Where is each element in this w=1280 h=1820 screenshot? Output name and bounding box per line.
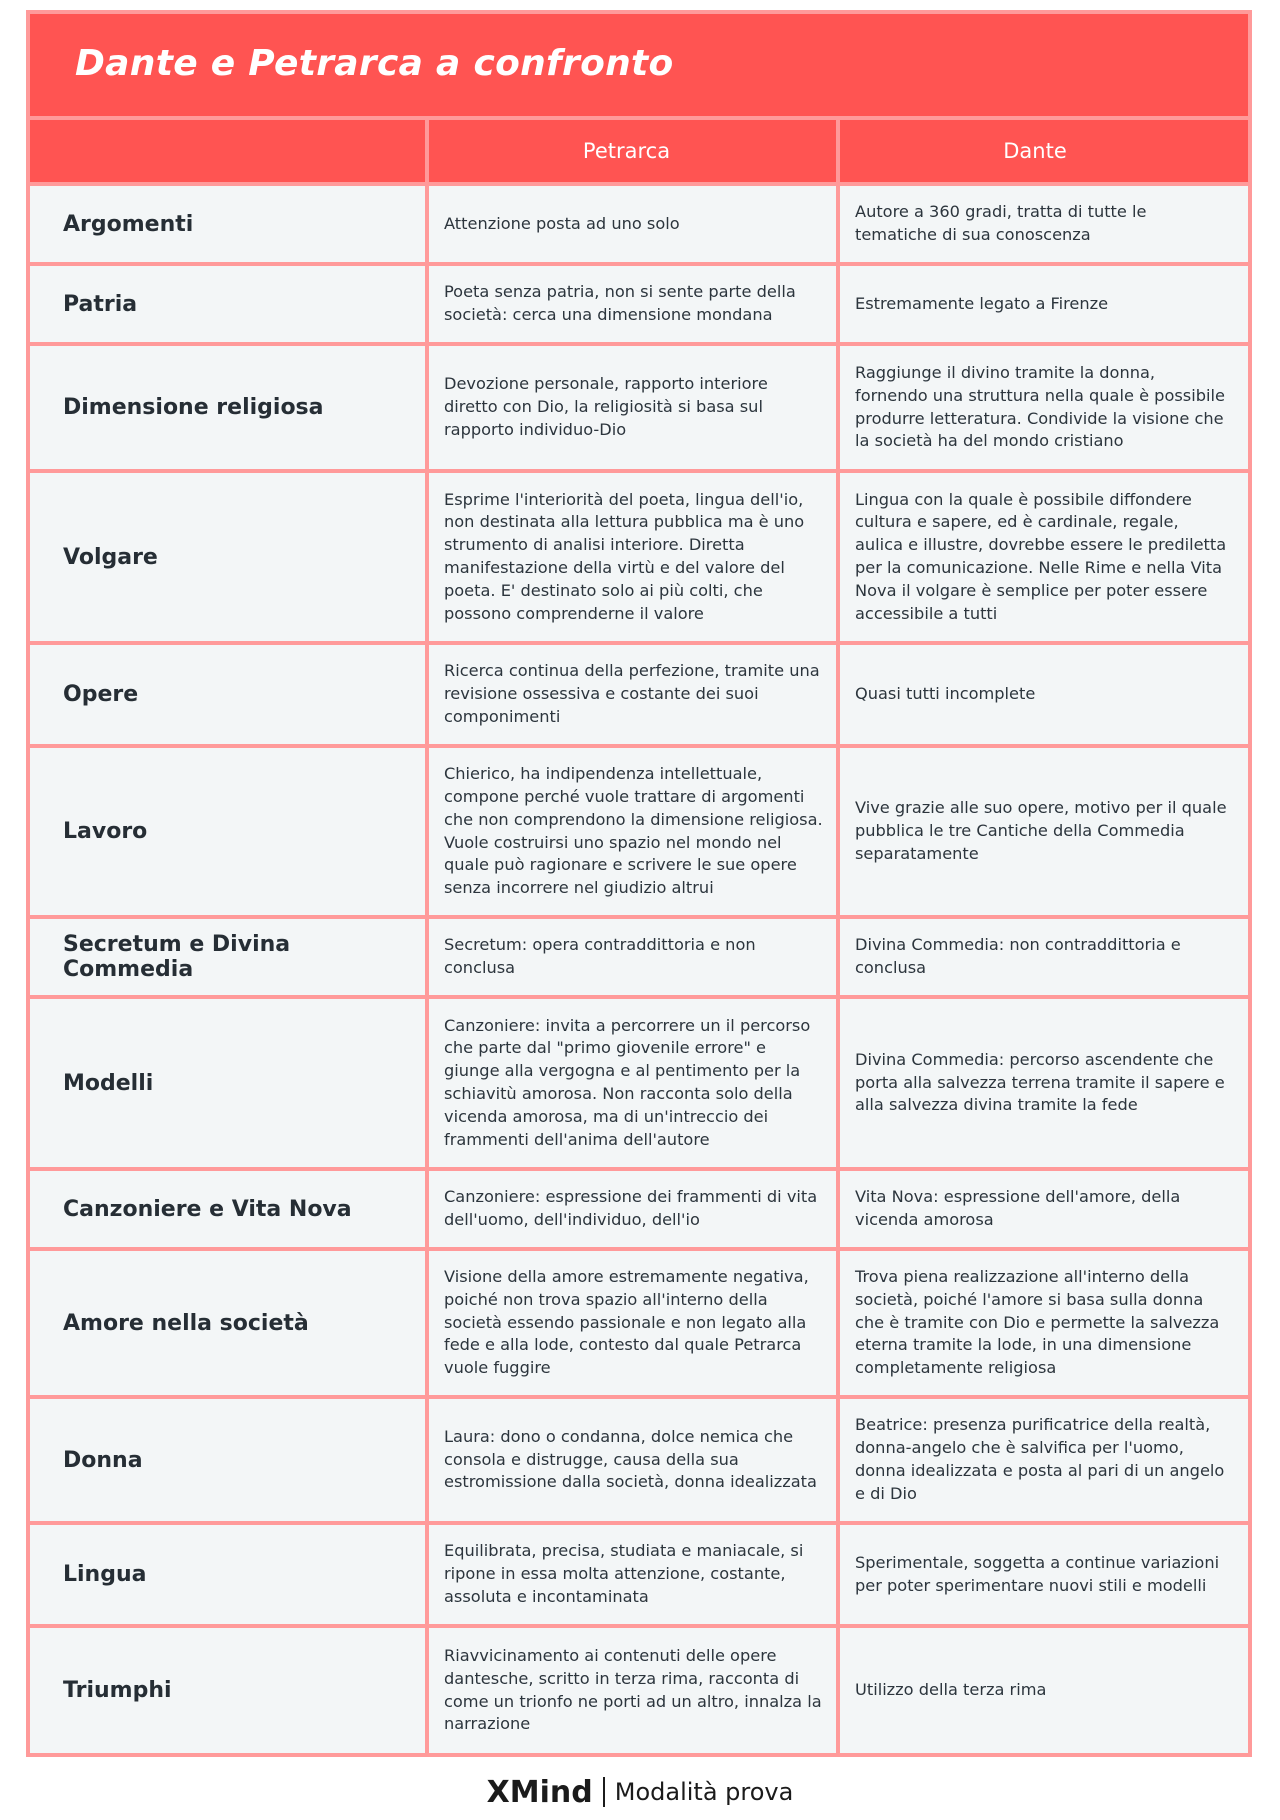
- table-row: [30, 999, 1248, 1171]
- table-row: [30, 919, 1248, 999]
- xmind-logo: XMind: [486, 1774, 593, 1810]
- page-title: Dante e Petrarca a confronto: [75, 43, 674, 84]
- petrarca-cell: Visione della amore estremamente negativa, poiché non trova spazio all'interno della società essendo passionale e non legato alla fede e alla lode, contesto dal quale Petrarca vuole fuggire: [444, 1267, 809, 1378]
- dante-cell: Trova piena realizzazione all'interno della società, poiché l'amore si basa sulla donna che è tramite con Dio e permette la salvezza eterna tramite la lode, in una dimensione completamente religiosa: [855, 1267, 1220, 1378]
- row-label: Donna: [63, 1447, 143, 1473]
- petrarca-cell: Canzoniere: espressione dei frammenti di vita dell'uomo, dell'individuo, dell'io: [444, 1187, 818, 1229]
- table-row: [30, 1628, 1248, 1753]
- dante-cell: Raggiunge il divino tramite la donna, fornendo una struttura nella quale è possibile produrre letteratura. Condivide la visione che la società ha del mondo cristiano: [855, 362, 1225, 451]
- footer-divider: [603, 1777, 605, 1807]
- dante-cell: Estremamente legato a Firenze: [855, 293, 1109, 313]
- table-row: [30, 645, 1248, 748]
- table-row: [30, 473, 1248, 645]
- dante-cell: Sperimentale, soggetta a continue variazioni per poter sperimentare nuovi stili e modelli: [855, 1552, 1220, 1595]
- table-row: [30, 1251, 1248, 1399]
- row-label: Modelli: [63, 1070, 154, 1096]
- petrarca-cell: Poeta senza patria, non si sente parte della società: cerca una dimensione mondana: [444, 282, 796, 324]
- petrarca-cell: Devozione personale, rapporto interiore diretto con Dio, la religiosità si basa sul rapporto individuo-Dio: [444, 374, 768, 439]
- row-label: Dimensione religiosa: [63, 395, 324, 420]
- dante-cell: Utilizzo della terza rima: [855, 1680, 1047, 1700]
- table-row: [30, 266, 1248, 346]
- petrarca-cell: Esprime l'interiorità del poeta, lingua dell'io, non destinata alla lettura pubblica ma è uno strumento di analisi interiore. Diretta manifestazione della virtù e del valore del poeta. E' destinato solo ai più colti, che possono comprenderne il valore: [444, 489, 805, 623]
- dante-cell: Autore a 360 gradi, tratta di tutte le tematiche di sua conoscenza: [855, 202, 1147, 244]
- dante-cell: Divina Commedia: percorso ascendente che porta alla salvezza terrena tramite il sapere e alla salvezza divina tramite la fede: [855, 1049, 1225, 1115]
- table-row: [30, 186, 1248, 266]
- table-row: [30, 1399, 1248, 1525]
- table-grid: [30, 120, 1248, 1753]
- header-row: [30, 120, 1248, 186]
- dante-cell: Beatrice: presenza purificatrice della realtà, donna-angelo che è salvifica per l'uomo, donna idealizzata e posta al pari di un angelo e di Dio: [855, 1415, 1225, 1503]
- row-label: Amore nella società: [63, 1310, 309, 1336]
- table-row: [30, 346, 1248, 473]
- row-label: Canzoniere e Vita Nova: [63, 1196, 352, 1222]
- petrarca-cell: Laura: dono o condanna, dolce nemica che consola e distrugge, causa della sua estromissione dalla società, donna idealizzata: [444, 1426, 817, 1492]
- row-label: Secretum e Divina Commedia: [63, 932, 291, 982]
- header-petrarca: Petrarca: [429, 120, 840, 182]
- petrarca-cell: Chierico, ha indipendenza intellettuale, compone perché vuole trattare di argomenti che non comprendono la dimensione religiosa. Vuole costruirsi uno spazio nel mondo nel quale può ragionare e scrivere le sue opere senza incorrere nel giudizio altrui: [444, 764, 823, 898]
- petrarca-cell: Canzoniere: invita a percorrere un il percorso che parte dal "primo giovenile errore" e giunge alla vergogna e al pentimento per la schiavitù amorosa. Non racconta solo della vicenda amorosa, ma di un'intreccio dei frammenti dell'anima dell'autore: [444, 1015, 811, 1149]
- header-empty: [30, 120, 429, 182]
- dante-cell: Vive grazie alle suo opere, motivo per il quale pubblica le tre Cantiche della Commedia separatamente: [855, 798, 1227, 863]
- petrarca-cell: Secretum: opera contraddittoria e non conclusa: [444, 935, 756, 977]
- row-label: Lingua: [63, 1562, 147, 1587]
- table-row: [30, 1525, 1248, 1628]
- row-label: Volgare: [63, 544, 158, 570]
- dante-cell: Quasi tutti incomplete: [855, 684, 1036, 704]
- row-label: Opere: [63, 682, 139, 707]
- comparison-table: [26, 10, 1252, 1757]
- dante-cell: Divina Commedia: non contraddittoria e conclusa: [855, 935, 1181, 977]
- petrarca-cell: Ricerca continua della perfezione, tramite una revisione ossessiva e costante dei suoi componimenti: [444, 661, 820, 726]
- row-label: Patria: [63, 291, 138, 317]
- table-row: [30, 1171, 1248, 1251]
- row-label: Argomenti: [63, 211, 194, 237]
- row-label: Lavoro: [63, 819, 148, 844]
- petrarca-cell: Attenzione posta ad uno solo: [444, 213, 680, 233]
- footer: [0, 1764, 1280, 1820]
- dante-cell: Lingua con la quale è possibile diffondere cultura e sapere, ed è cardinale, regale, aulica e illustre, dovrebbe essere le prediletta per la comunicazione. Nelle Rime e nella Vita Nova il volgare è semplice per poter essere accessibile a tutti: [855, 489, 1227, 623]
- table-row: [30, 748, 1248, 919]
- trial-mode-label: Modalità prova: [614, 1778, 794, 1806]
- row-label: Triumphi: [63, 1678, 172, 1703]
- dante-cell: Vita Nova: espressione dell'amore, della vicenda amorosa: [855, 1187, 1181, 1229]
- header-dante: Dante: [1003, 139, 1067, 163]
- title-bar: [30, 14, 1248, 120]
- petrarca-cell: Equilibrata, precisa, studiata e maniacale, si ripone in essa molta attenzione, costante, assoluta e incontaminata: [444, 1541, 804, 1606]
- petrarca-cell: Riavvicinamento ai contenuti delle opere dantesche, scritto in terza rima, racconta di come un trionfo ne porti ad un altro, innalza la narrazione: [444, 1645, 822, 1734]
